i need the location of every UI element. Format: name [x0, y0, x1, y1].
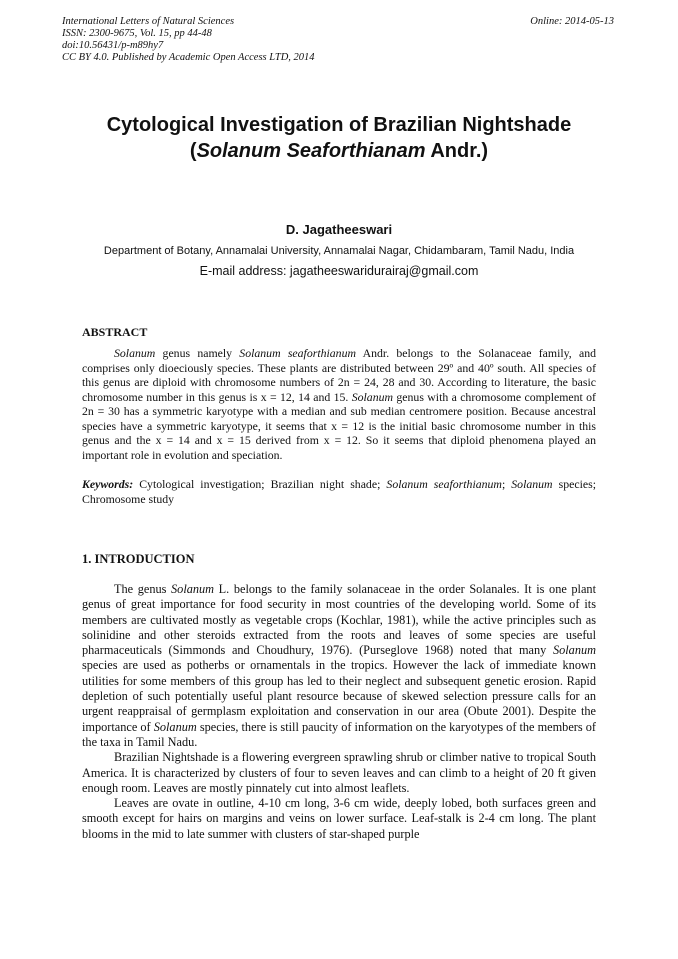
keywords: Keywords: Cytological investigation; Brazilian night shade; Solanum seaforthianum; Solanum species; Chromosome study	[82, 477, 596, 506]
intro-paragraph: Leaves are ovate in outline, 4-10 cm long, 3-6 cm wide, deeply lobed, both surfaces green and smooth except for hairs on margins and veins on lower surface. Leaf-stalk is 2-4 cm long. The plant blooms in the mid to late summer with clusters of star-shaped purple	[82, 796, 596, 841]
author-name: D. Jagatheeswari	[285, 222, 393, 237]
doi-line: doi:10.56431/p-m89hy7	[62, 40, 164, 51]
abstract-text: Solanum genus namely Solanum seaforthianum Andr. belongs to the Solanaceae family, and comprises only dioeciously species. These plants are distributed between 29º and 40º south. All species of this genus are diploid with chromosome numbers of 2n = 24, 28 and 30. According to literature, the basic chromosome number in this genus is x = 12, 14 and 15. Solanum genus with a chromosome complement of 2n = 30 has a symmetric karyotype with a median and sub median centromere position. Because ancestral species have a symmetric karyotype, it seems that x = 12 is the initial basic chromosome number in this genus and the x = 14 and x = 15 derived from x = 12. So it seems that diploid phenomena played an important role in evolution and speciation.	[82, 346, 596, 462]
intro-paragraph: The genus Solanum L. belongs to the family solanaceae in the order Solanales. It is one plant genus of great importance for food security in most countries of the developing world. Some of its members are cultivated mostly as vegetable crops (Kochlar, 1981), while the active principles such as solinidine and other steroids extracted from the roots and leaves of some species are useful pharmaceuticals (Simmonds and Choudhury, 1976). (Purseglove 1968) noted that many Solanum species are used as potherbs or ornamentals in the tropics. However the lack of immediate known utilities for some members of this group has led to their neglect and subsequent genetic erosion. Rapid depletion of such potentially useful plant resource because of skewed selection pressure calls for an urgent reappraisal of germplasm exploitation and conservation in our area (Obute 2001). Despite the importance of Solanum species, there is still paucity of information on the karyotypes of the members of the taxa in Tamil Nadu.	[82, 582, 596, 749]
journal-name: International Letters of Natural Sciences	[62, 16, 235, 27]
introduction-heading: 1. INTRODUCTION	[82, 552, 195, 566]
online-date: Online: 2014-05-13	[530, 16, 614, 27]
issn-line: ISSN: 2300-9675, Vol. 15, pp 44-48	[62, 28, 212, 39]
title-line-2: (Solanum Seaforthianam Andr.)	[189, 140, 489, 162]
title-line-1: Cytological Investigation of Brazilian Nightshade	[106, 114, 572, 136]
intro-paragraph: Brazilian Nightshade is a flowering evergreen sprawling shrub or climber native to tropical South America. It is characterized by clusters of four to seven leaves and can climb to a height of 20 ft given enough room. Leaves are mostly pinnately cut into almost leaflets.	[82, 750, 596, 795]
abstract-heading: ABSTRACT	[82, 325, 148, 339]
author-affiliation: Department of Botany, Annamalai University, Annamalai Nagar, Chidambaram, Tamil Nadu, India	[103, 245, 575, 257]
introduction-text	[82, 582, 596, 842]
paper-title	[40, 112, 638, 164]
license-line: CC BY 4.0. Published by Academic Open Access LTD, 2014	[62, 52, 315, 63]
journal-header	[62, 16, 614, 64]
author-email: E-mail address: jagatheeswaridurairaj@gmail.com	[199, 264, 479, 278]
